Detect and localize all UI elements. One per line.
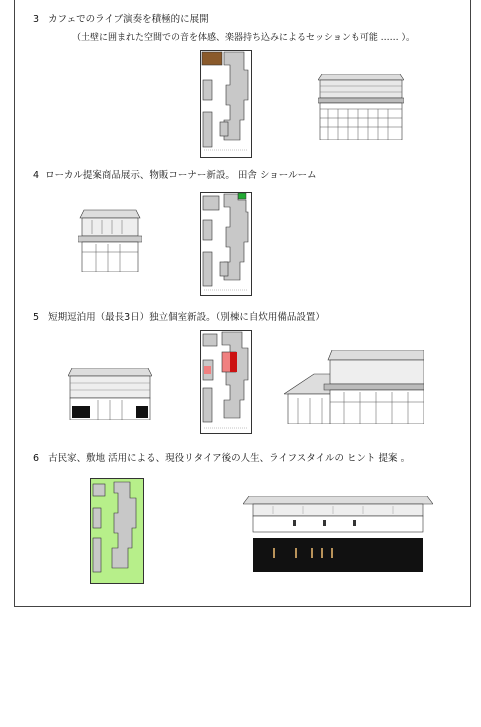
section-4-heading: 4 ローカル提案商品展示、物販コーナー新設。 田舎 ショールーム: [33, 170, 317, 181]
section-6-heading: 6 古民家、敷地 活用による、現役リタイア後の人生、ライフスタイルの ヒント 提案 。: [33, 453, 411, 464]
floor-plan-3: [200, 50, 252, 158]
building-elevation-6: [243, 496, 433, 572]
floor-plan-4: [200, 192, 252, 296]
building-elevation-5b: [284, 350, 424, 424]
site-plan-6: [90, 478, 144, 584]
section-5-heading: 5 短期逗泊用（最長3日）独立個室新設。（別棟に自炊用備品設置）: [33, 312, 325, 323]
section-3-note: （土壁に囲まれた空間での音を体感、楽器持ち込みによるセッションも可能 …… ）。: [72, 33, 416, 43]
section-3-heading: 3 カフェでのライブ演奏を積極的に展開: [33, 14, 209, 25]
building-elevation-4: [78, 208, 142, 272]
building-elevation-5a: [68, 368, 152, 420]
building-elevation-3: [318, 74, 404, 140]
floor-plan-5: [200, 330, 252, 434]
